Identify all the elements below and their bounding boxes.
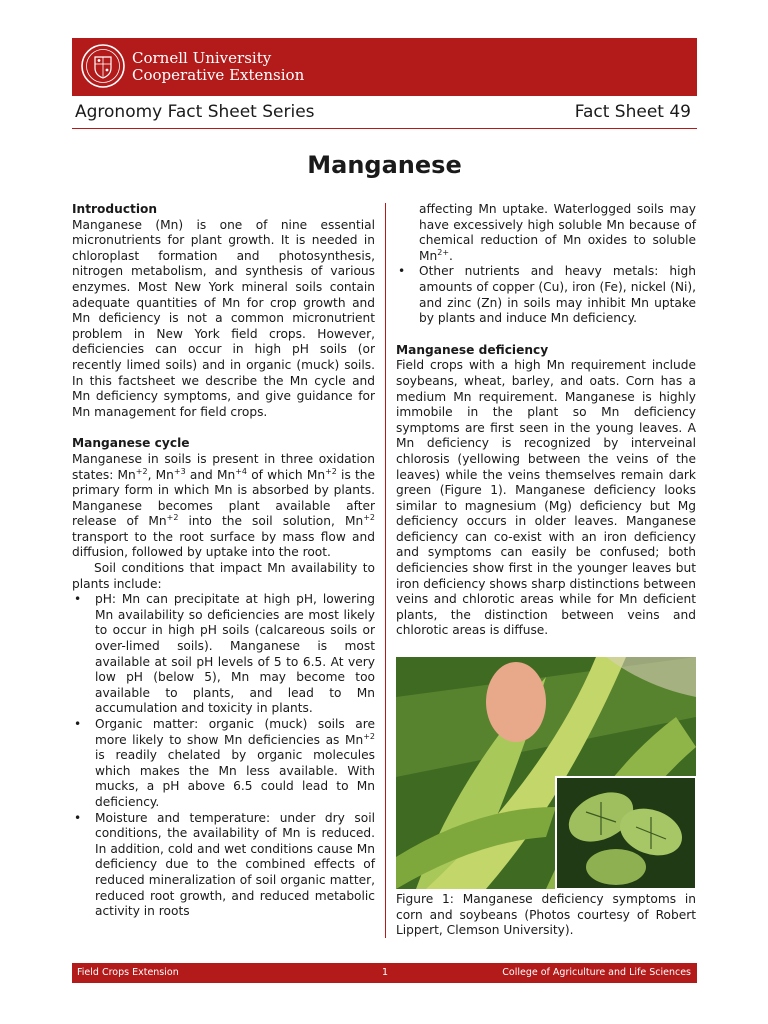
cycle-paragraph: Manganese in soils is present in three oxidation states: $Mn^{+2}$, $Mn^{+3}$ and $Mn^{+4}$ of which $Mn^{+2}$ is the primary form in which Mn is absorbed by plants. Manganese becomes plant available after release of $Mn^{+2}$ into the soil solution, $Mn^{+2}$ transport to the root surface by mass flow and diffusion, followed by uptake into the root. <box>72 451 375 560</box>
brand-wordmark <box>132 50 304 84</box>
conditions-intro: Soil conditions that impact Mn availability to plants include: <box>72 561 375 591</box>
deficiency-paragraph: Field crops with a high Mn requirement include soybeans, wheat, barley, and oats. Corn has a medium Mn requirement. Manganese is highly immobile in the plant so Mn deficiency symptoms are first seen in the young leaves. A Mn deficiency is recognized by interveinal chlorosis (yellowing between the veins of the leaves) while the veins themselves remain dark green (Figure 1). Manganese deficiency looks similar to magnesium (Mg) deficiency but Mg deficiency occurs in older leaves. Manganese deficiency can co-exist with an iron deficiency and symptoms can easily be confused; both deficiencies show first in the younger leaves but iron deficiency shows sharp distinctions between veins and chlorotic areas while for Mn deficient plants, the distinction between veins and chlorotic areas is diffuse. <box>396 358 696 638</box>
footer-right: College of Agriculture and Life Sciences <box>502 967 691 978</box>
left-column <box>72 202 375 920</box>
figure-1-photo <box>396 657 696 889</box>
fact-sheet-number: Fact Sheet 49 <box>574 102 691 122</box>
conditions-list <box>72 592 375 919</box>
brand-line-2: Cooperative Extension <box>132 66 305 84</box>
intro-paragraph: Manganese (Mn) is one of nine essential micronutrients for plant growth. It is needed in chloroplast formation and photosynthesis, nitrogen metabolism, and synthesis of various enzymes. Most New York mineral soils contain adequate quantities of Mn for crop growth and Mn deficiency is not a common micronutrient problem in New York field crops. However, deficiencies can occur in high pH soils (or recently limed soils) and in organic (muck) soils. In this factsheet we describe the Mn cycle and Mn deficiency symptoms, and give guidance for Mn management for field crops. <box>72 217 375 419</box>
page-title: Manganese <box>307 151 462 179</box>
conditions-list-continued <box>396 264 696 326</box>
deficiency-heading: Manganese deficiency <box>396 342 549 357</box>
brand-line-1: Cornell University <box>132 49 272 67</box>
right-column <box>396 202 696 639</box>
header-bar <box>72 38 697 96</box>
list-item: • Other nutrients and heavy metals: high amounts of copper (Cu), iron (Fe), nickel (Ni), and zinc (Zn) in soils may inhibit Mn uptake by plants and induce Mn deficiency. <box>398 264 696 326</box>
page-number: 1 <box>382 967 389 978</box>
intro-heading: Introduction <box>72 202 158 216</box>
cornell-seal-logo <box>80 43 126 89</box>
list-item: • pH: Mn can precipitate at high pH, lowering Mn availability so deficiencies are most likely to occur in high pH soils (calcareous soils or over-limed soils). Manganese is most available at soil pH levels of 5 to 6.5. At very low pH (below 5), Mn may become too available to plants, and lead to Mn accumulation and toxicity in plants. <box>74 592 375 716</box>
list-item-continuation: affecting Mn uptake. Waterlogged soils may have excessively high soluble Mn because of chemical reduction of Mn oxides to soluble $Mn^{2+}$. <box>419 202 696 263</box>
figure-caption: Figure 1: Manganese deficiency symptoms in corn and soybeans (Photos courtesy of Robert Lippert, Clemson University). <box>396 892 696 938</box>
column-divider <box>385 203 386 938</box>
series-row <box>72 100 697 129</box>
footer-left: Field Crops Extension <box>77 967 179 978</box>
cycle-heading: Manganese cycle <box>72 436 190 451</box>
list-item: • Organic matter: organic (muck) soils are more likely to show Mn deficiencies as $Mn^{+2}$ is readily chelated by organic molecules which makes the Mn less available. With mucks, a pH above 6.5 could lead to Mn deficiency. <box>74 717 375 809</box>
list-item: • Moisture and temperature: under dry soil conditions, the availability of Mn is reduced. In addition, cold and wet conditions cause Mn deficiency due to the combined effects of reduced mineralization of soil organic matter, reduced root growth, and reduced metabolic activity in roots <box>74 810 375 919</box>
footer-bar <box>72 963 697 983</box>
corn-soybean-photo-illustration <box>396 657 696 889</box>
series-title: Agronomy Fact Sheet Series <box>75 102 315 122</box>
